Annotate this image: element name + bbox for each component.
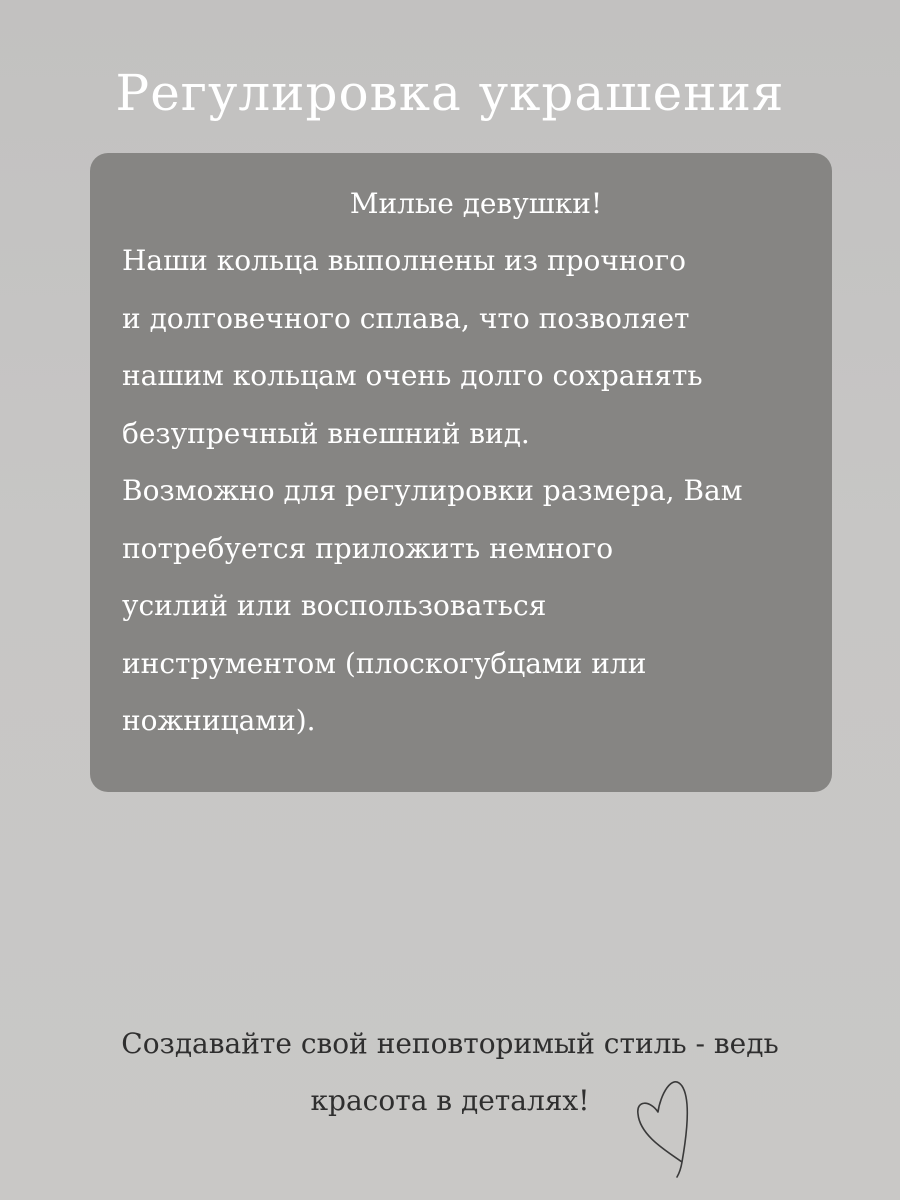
message-line: Наши кольца выполнены из прочного xyxy=(122,244,686,277)
message-body xyxy=(122,232,802,750)
message-line: нашим кольцам очень долго сохранять xyxy=(122,359,703,392)
message-card xyxy=(90,153,832,792)
greeting-text: Милые девушки! xyxy=(349,187,603,220)
message-line: и долговечного сплава, что позволяет xyxy=(122,301,690,335)
page-title: Регулировка украшения xyxy=(115,64,785,122)
message-line: Возможно для регулировки размера, Вам xyxy=(122,474,743,507)
heart-icon xyxy=(632,1066,704,1178)
message-line: потребуется приложить немного xyxy=(122,531,614,565)
message-line: безупречный внешний вид. xyxy=(122,416,530,450)
message-line: ножницами). xyxy=(122,704,316,737)
footer-line: красота в деталях! xyxy=(310,1084,590,1117)
footer-line: Создавайте свой неповторимый стиль - ведь xyxy=(121,1027,779,1060)
message-line: усилий или воспользоваться xyxy=(122,589,547,622)
message-line: инструментом (плоскогубцами или xyxy=(122,646,647,680)
footer-slogan xyxy=(0,1015,900,1129)
